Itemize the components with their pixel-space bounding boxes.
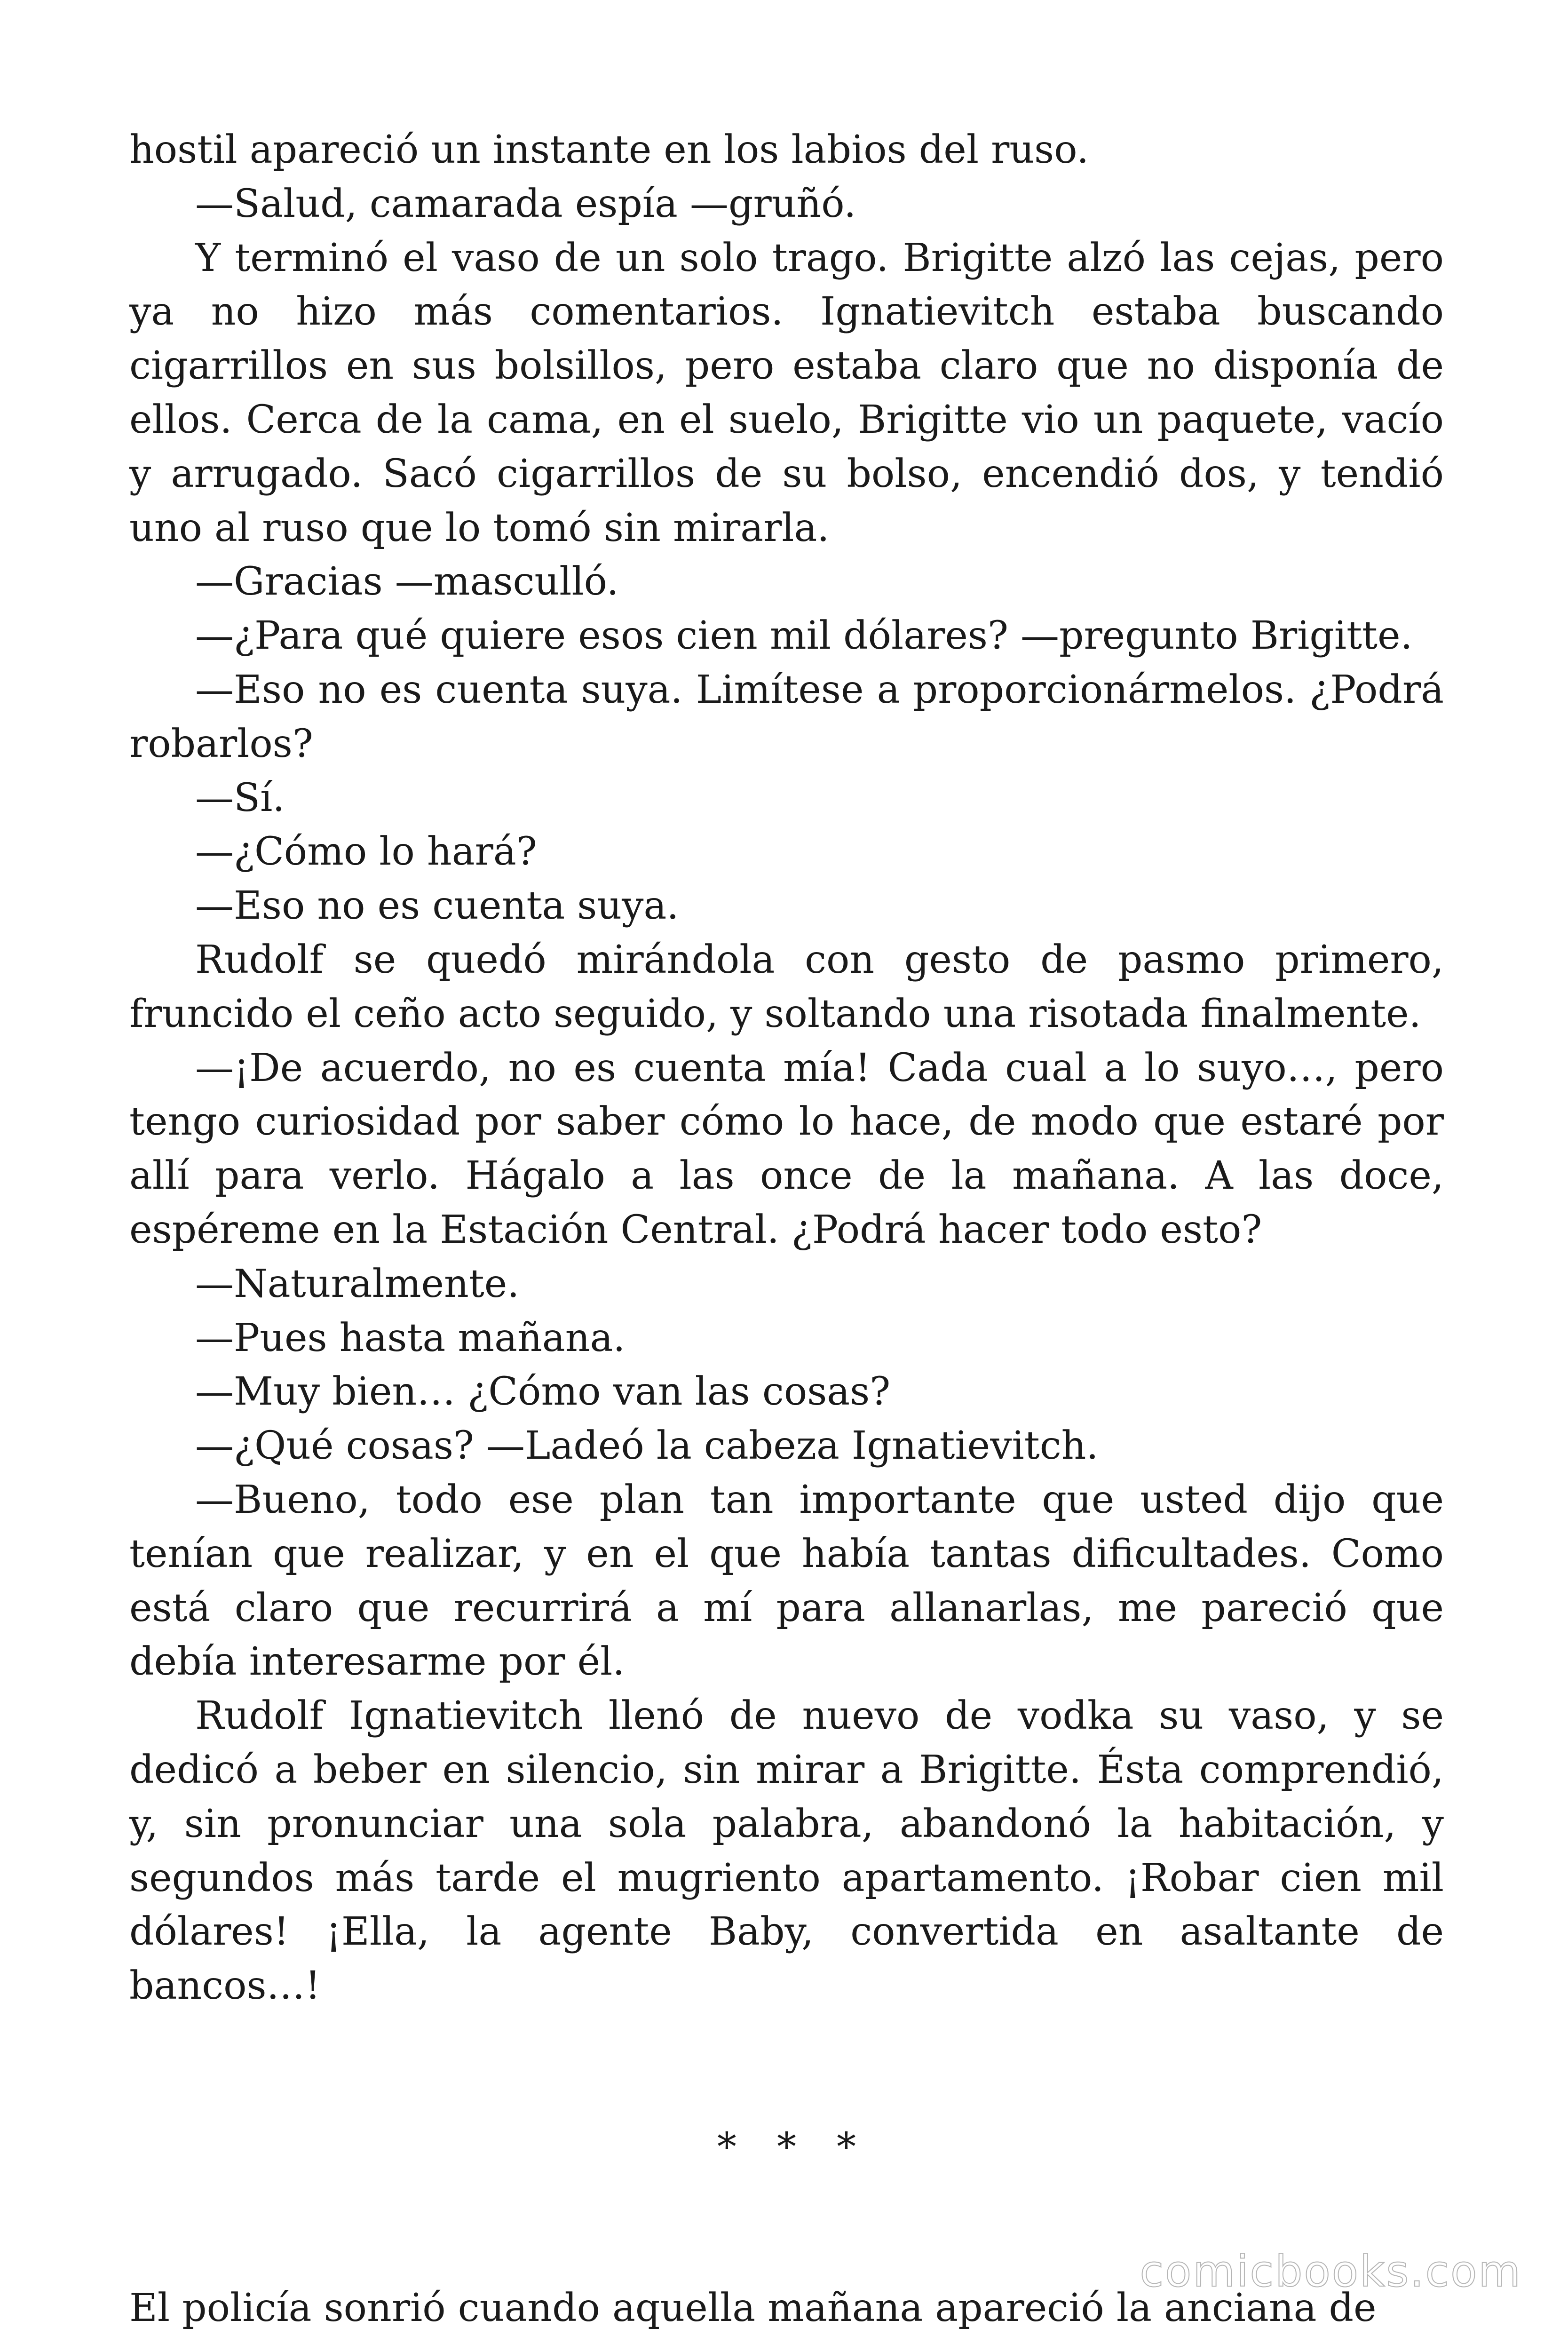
paragraph: Y terminó el vaso de un solo trago. Brigitte alzó las cejas, pero ya no hizo más comentarios. Ignatievitch estaba buscando cigarrillos en sus bolsillos, pero estaba claro que no disponía de ellos. Cerca de la cama, en el suelo, Brigitte vio un paquete, vacío y arrugado. Sacó cigarrillos de su bolso, encendió dos, y tendió uno al ruso que lo tomó sin mirarla.: [129, 235, 1444, 550]
paragraph: El policía sonrió cuando aquella mañana apareció la anciana de: [129, 2285, 1377, 2330]
section-separator: * * *: [717, 2125, 871, 2170]
paragraph: —Sí.: [195, 775, 285, 820]
paragraph: Rudolf Ignatievitch llenó de nuevo de vodka su vaso, y se dedicó a beber en silencio, sin mirar a Brigitte. Ésta comprendió, y, sin pronunciar una sola palabra, abandonó la habitación, y segundos más tarde el mugriento apartamento. ¡Robar cien mil dólares! ¡Ella, la agente Baby, convertida en asaltante de bancos…!: [129, 1693, 1444, 2009]
paragraph: —Eso no es cuenta suya. Limítese a proporcionármelos. ¿Podrá robarlos?: [129, 667, 1444, 766]
paragraph: —Eso no es cuenta suya.: [195, 883, 679, 929]
paragraph: Rudolf se quedó mirándola con gesto de pasmo primero, fruncido el ceño acto seguido, y soltando una risotada finalmente.: [129, 937, 1444, 1036]
paragraph: —Gracias —masculló.: [195, 559, 619, 604]
paragraph: hostil apareció un instante en los labios del ruso.: [129, 127, 1089, 172]
paragraph: —¿Cómo lo hará?: [195, 829, 537, 874]
paragraph: —Naturalmente.: [195, 1261, 520, 1306]
paragraph: —Bueno, todo ese plan tan importante que usted dijo que tenían que realizar, y en el que había tantas dificultades. Como está claro que recurrirá a mí para allanarlas, me pareció que debía interesarme por él.: [129, 1477, 1444, 1685]
watermark: comicbooks.com: [1140, 2246, 1522, 2296]
page-text: [129, 123, 1444, 2336]
paragraph: —¡De acuerdo, no es cuenta mía! Cada cual a lo suyo…, pero tengo curiosidad por saber cómo lo hace, de modo que estaré por allí para verlo. Hágalo a las once de la mañana. A las doce, espéreme en la Estación Central. ¿Podrá hacer todo esto?: [129, 1045, 1444, 1252]
paragraph: —¿Qué cosas? —Ladeó la cabeza Ignatievitch.: [195, 1423, 1099, 1469]
paragraph: —Pues hasta mañana.: [195, 1315, 626, 1360]
paragraph: —Muy bien… ¿Cómo van las cosas?: [195, 1369, 891, 1414]
paragraph: —¿Para qué quiere esos cien mil dólares? —pregunto Brigitte.: [195, 613, 1413, 659]
paragraph: —Salud, camarada espía —gruñó.: [195, 181, 856, 226]
